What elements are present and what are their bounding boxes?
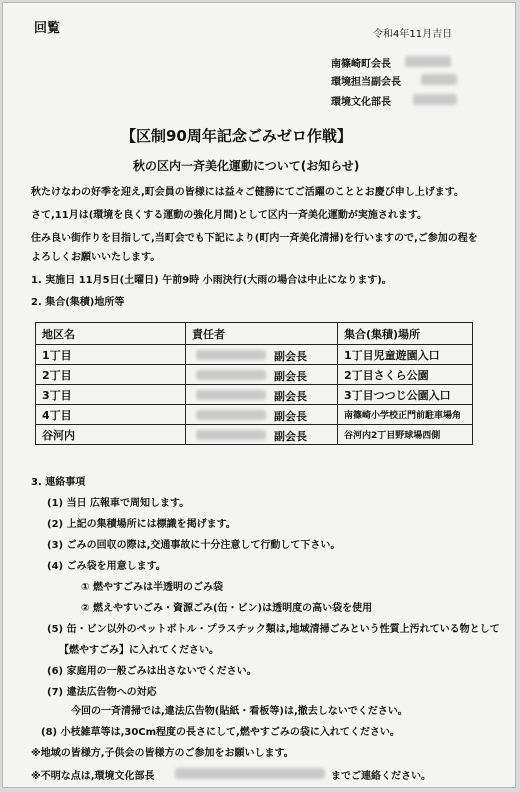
gathering-heading: 2. 集合(集積)地所等: [31, 297, 125, 308]
redacted-name: [405, 56, 451, 67]
note-4: (4) ごみ袋を用意します。: [47, 561, 166, 572]
footer-contact: ※不明な点は,環境文化部長: [31, 771, 155, 782]
note-6: (6) 家庭用の一般ごみは出さないでください。: [47, 666, 257, 677]
note-7-detail: 今回の一斉清掃では,違法広告物(貼紙・看板等)は,撤去しないでください。: [71, 706, 408, 717]
note-4-2: ② 燃えやすいごみ・資源ごみ(缶・ビン)は透明度の高い袋を使用: [81, 603, 373, 614]
kairan-label: 回覧: [34, 21, 61, 36]
intro-line-4: よろしくお願いいたします。: [31, 252, 161, 263]
note-5: (5) 缶・ビン以外のペットボトル・プラスチック類は,地域清掃ごみという性質上汚れている物として: [47, 624, 500, 635]
redacted-name: [196, 430, 266, 440]
notice-title: 【区制90周年記念ごみゼロ作戦】: [121, 127, 352, 145]
table-header-row: [36, 323, 473, 345]
issue-date: 令和4年11月吉日: [373, 29, 453, 40]
note-8: (8) 小枝雑草等は,30Cm程度の長さにして,燃やすごみの袋に入れてください。: [41, 727, 400, 738]
implementation-date: 1. 実施日 11月5日(土曜日) 午前9時 小雨決行(大雨の場合は中止になります)。: [31, 275, 392, 286]
note-4-1: ① 燃やすごみは半透明のごみ袋: [81, 582, 223, 593]
redacted-name: [196, 350, 266, 360]
redacted-name: [196, 370, 266, 380]
notice-subtitle: 秋の区内一斉美化運動について(お知らせ): [133, 159, 360, 173]
circular-notice-page: [2, 2, 516, 788]
intro-line-1: 秋たけなわの好季を迎え,町会員の皆様には益々ご健勝にてご活躍のこととお慶び申し上げます。: [31, 187, 464, 198]
intro-line-2: さて,11月は(環境を良くする運動の強化月間)として区内一斉美化運動が実施されます。: [31, 210, 428, 221]
sender-culture-head: 環境文化部長: [331, 97, 391, 108]
intro-line-3: 住み良い街作りを目指して,当町会でも下記により(町内一斉美化清掃)を行いますので,ご参加の程を: [31, 233, 478, 244]
redacted-contact: [175, 768, 325, 779]
header-place: 集合(集積)場所: [338, 323, 473, 345]
note-5-cont: 【燃やすごみ】に入れてください。: [59, 645, 219, 656]
notes-heading: 3. 連絡事項: [31, 477, 86, 488]
table-row: 1丁目 副会長 1丁目児童遊園入口: [36, 345, 473, 365]
header-person: 責任者: [186, 323, 338, 345]
redacted-name: [421, 74, 457, 85]
note-7: (7) 違法広告物への対応: [47, 687, 157, 698]
table-row: 谷河内 副会長 谷河内2丁目野球場西側: [36, 425, 473, 445]
note-2: (2) 上記の集積場所には標識を掲げます。: [47, 519, 236, 530]
table-row: 2丁目 副会長 2丁目さくら公園: [36, 365, 473, 385]
sender-chairman: 南篠崎町会長: [331, 59, 391, 70]
gathering-place-table: [35, 322, 473, 445]
redacted-name: [196, 410, 266, 420]
footer-participation: ※地域の皆様方,子供会の皆様方のご参加をお願いします。: [31, 748, 294, 759]
table-row: 4丁目 副会長 南篠崎小学校正門前駐車場角: [36, 405, 473, 425]
note-1: (1) 当日 広報車で周知します。: [47, 498, 190, 509]
table-row: 3丁目 副会長 3丁目つつじ公園入口: [36, 385, 473, 405]
footer-contact-end: までご連絡ください。: [331, 771, 431, 782]
note-3: (3) ごみの回収の際は,交通事故に十分注意して行動して下さい。: [47, 540, 341, 551]
redacted-name: [413, 94, 457, 105]
header-area: 地区名: [36, 323, 186, 345]
redacted-name: [196, 390, 266, 400]
sender-vice-chairman: 環境担当副会長: [331, 77, 401, 88]
